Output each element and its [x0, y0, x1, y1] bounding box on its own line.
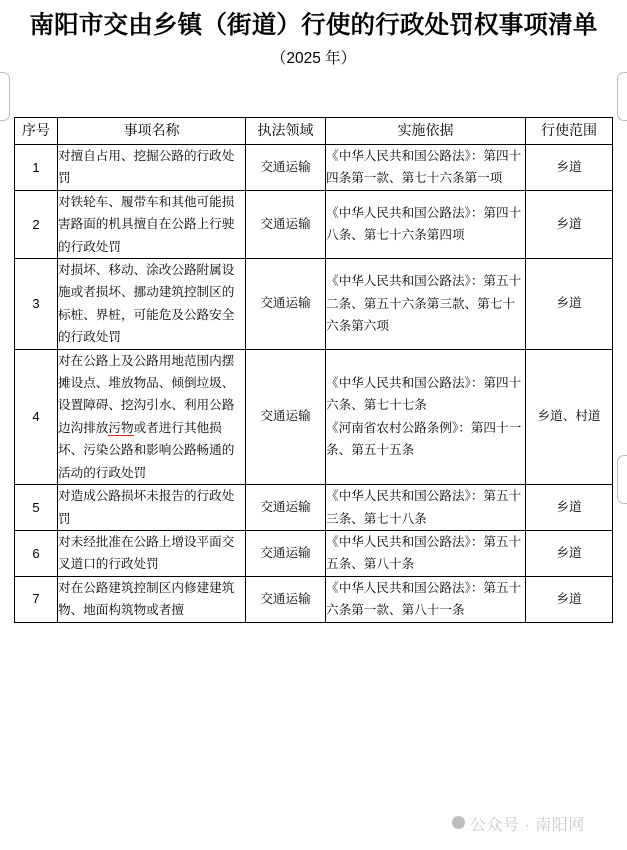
crop-handle-left-top	[0, 72, 10, 121]
item-name-text: 或者进行其他损坏、污染公路和影响公路畅通的活动的行政处罚	[58, 420, 235, 480]
column-header-basis: 实施依据	[326, 118, 526, 145]
penalty-items-table	[14, 117, 613, 623]
cell-item-name	[58, 349, 246, 484]
cell-scope: 乡道	[526, 530, 613, 576]
table-body	[15, 145, 613, 623]
cell-item-name: 对铁轮车、履带车和其他可能损害路面的机具擅自在公路上行驶的行政处罚	[58, 190, 246, 258]
cell-item-name: 对擅自占用、挖掘公路的行政处罚	[58, 145, 246, 191]
cell-enforcement-field: 交通运输	[246, 145, 326, 191]
watermark-text: 公众号 · 南阳网	[470, 817, 585, 834]
cell-item-name: 对在公路建筑控制区内修建建筑物、地面构筑物或者擅	[58, 576, 246, 622]
legal-basis-line: 《中华人民共和国公路法》：第五十三条、第七十八条	[326, 489, 522, 526]
table-header-row	[15, 118, 613, 145]
table-row	[15, 485, 613, 531]
cell-enforcement-field: 交通运输	[246, 530, 326, 576]
table-row	[15, 349, 613, 484]
cell-enforcement-field: 交通运输	[246, 576, 326, 622]
legal-basis-line: 《中华人民共和国公路法》：第四十八条、第七十六条第四项	[326, 206, 522, 243]
legal-basis-line: 《中华人民共和国公路法》：第五十五条、第八十条	[326, 534, 522, 572]
column-header-scope: 行使范围	[526, 118, 613, 145]
cell-legal-basis	[326, 259, 526, 350]
cell-legal-basis	[326, 190, 526, 258]
penalty-items-table-container	[14, 117, 612, 623]
legal-basis-line: 《中华人民共和国公路法》：第五十二条、第五十六条第三款、第七十六条第六项	[326, 274, 522, 334]
cell-enforcement-field: 交通运输	[246, 485, 326, 531]
cell-item-name: 对未经批准在公路上增设平面交叉道口的行政处罚	[58, 530, 246, 576]
cell-scope: 乡道、村道	[526, 349, 613, 484]
cell-serial-number: 4	[15, 349, 58, 484]
cell-legal-basis	[326, 349, 526, 484]
cell-scope: 乡道	[526, 485, 613, 531]
crop-handle-right-mid	[617, 455, 627, 504]
page-subtitle: （2025 年）	[270, 49, 357, 67]
cell-serial-number: 6	[15, 530, 58, 576]
cell-scope: 乡道	[526, 145, 613, 191]
cell-enforcement-field: 交通运输	[246, 190, 326, 258]
cell-legal-basis	[326, 485, 526, 531]
cell-scope: 乡道	[526, 576, 613, 622]
crop-handle-right-top	[617, 72, 627, 121]
table-row	[15, 259, 613, 350]
table-row	[15, 576, 613, 622]
cell-serial-number: 1	[15, 145, 58, 191]
table-row	[15, 145, 613, 191]
cell-serial-number: 7	[15, 576, 58, 622]
cell-item-name: 对损坏、移动、涂改公路附属设施或者损坏、挪动建筑控制区的标桩、界桩，可能危及公路安全的行政处罚	[58, 259, 246, 350]
legal-basis-line: 《中华人民共和国公路法》：第四十六条、第七十七条	[326, 376, 522, 413]
column-header-field: 执法领域	[246, 118, 326, 145]
table-row	[15, 530, 613, 576]
cell-legal-basis	[326, 530, 526, 576]
legal-basis-line: 《中华人民共和国公路法》：第五十六条第一款、第八十一条	[326, 580, 522, 618]
watermark	[452, 812, 585, 835]
cell-serial-number: 3	[15, 259, 58, 350]
cell-scope: 乡道	[526, 259, 613, 350]
cell-enforcement-field: 交通运输	[246, 259, 326, 350]
cell-legal-basis	[326, 145, 526, 191]
table-row	[15, 190, 613, 258]
watermark-logo-icon	[452, 816, 465, 829]
column-header-no: 序号	[15, 118, 58, 145]
legal-basis-line: 《河南省农村公路条例》：第四十一条、第五十五条	[326, 420, 522, 458]
legal-basis-line: 《中华人民共和国公路法》：第四十四条第一款、第七十六条第一项	[326, 149, 522, 186]
cell-serial-number: 5	[15, 485, 58, 531]
cell-item-name: 对造成公路损坏未报告的行政处罚	[58, 485, 246, 531]
cell-enforcement-field: 交通运输	[246, 349, 326, 484]
flagged-text: 污物	[108, 420, 134, 435]
cell-serial-number: 2	[15, 190, 58, 258]
item-name-text: 对在公路上及公路用地范围内摆摊设点、堆放物品、倾倒垃圾、设置障碍、挖沟引水、利用公路边沟排放	[58, 353, 235, 435]
cell-scope: 乡道	[526, 190, 613, 258]
cell-legal-basis	[326, 576, 526, 622]
column-header-name: 事项名称	[58, 118, 246, 145]
page-title: 南阳市交由乡镇（街道）行使的行政处罚权事项清单	[29, 12, 598, 39]
